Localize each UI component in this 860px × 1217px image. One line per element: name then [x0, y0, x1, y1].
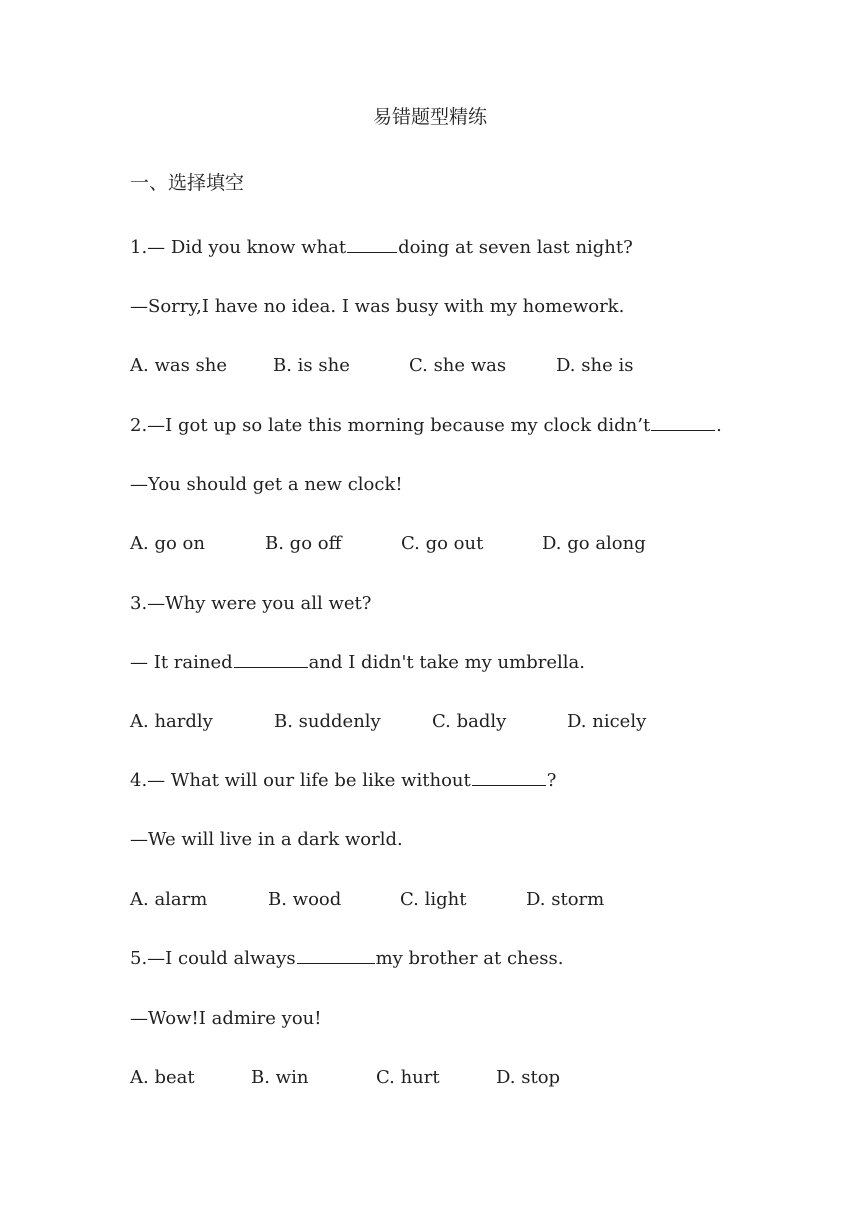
question-5-response: —Wow!I admire you!	[130, 1008, 322, 1029]
question-1-text-pre: 1.— Did you know what	[130, 237, 347, 258]
question-1-prompt	[130, 236, 633, 260]
question-5-option-c: C. hurt	[376, 1067, 440, 1088]
question-4-prompt	[130, 769, 556, 793]
question-2-text-post: .	[716, 415, 722, 436]
page-title: 易错题型精练	[372, 106, 487, 128]
question-1-response: —Sorry,I have no idea. I was busy with my homework.	[130, 296, 625, 317]
question-2-prompt	[130, 414, 722, 438]
question-3-blank	[234, 666, 308, 668]
question-3-option-a: A. hardly	[130, 711, 213, 732]
question-2-option-d: D. go along	[542, 533, 646, 554]
question-3-response-post: and I didn't take my umbrella.	[308, 652, 585, 673]
question-5-option-a: A. beat	[130, 1067, 195, 1088]
question-4-text-post: ?	[546, 770, 557, 791]
question-1-option-d: D. she is	[556, 355, 634, 376]
question-2-text-pre: 2.—I got up so late this morning because my clock didn’t	[130, 415, 651, 436]
question-5-option-d: D. stop	[496, 1067, 561, 1088]
question-4-option-b: B. wood	[268, 889, 342, 910]
question-4-option-d: D. storm	[526, 889, 605, 910]
question-4-option-a: A. alarm	[130, 889, 208, 910]
question-5-prompt	[130, 947, 564, 971]
question-5-text-pre: 5.—I could always	[130, 948, 296, 969]
question-1-option-b: B. is she	[273, 355, 350, 376]
question-4-blank	[472, 784, 546, 786]
question-5-blank	[297, 962, 375, 964]
question-1-option-a: A. was she	[130, 355, 228, 376]
question-2-option-c: C. go out	[401, 533, 484, 554]
question-5-text-post: my brother at chess.	[375, 948, 564, 969]
question-3-option-d: D. nicely	[567, 711, 647, 732]
question-1-text-post: doing at seven last night?	[398, 237, 633, 258]
question-3-response	[130, 651, 585, 675]
question-1-blank	[347, 251, 397, 253]
question-2-option-a: A. go on	[130, 533, 205, 554]
question-3-option-c: C. badly	[432, 711, 507, 732]
question-4-response: —We will live in a dark world.	[130, 829, 403, 850]
question-3-prompt: 3.—Why were you all wet?	[130, 593, 372, 614]
question-3-response-pre: — It rained	[130, 652, 233, 673]
question-4-option-c: C. light	[400, 889, 467, 910]
question-2-response: —You should get a new clock!	[130, 474, 403, 495]
question-2-option-b: B. go off	[265, 533, 342, 554]
question-5-option-b: B. win	[251, 1067, 309, 1088]
question-2-blank	[651, 429, 715, 431]
question-4-text-pre: 4.— What will our life be like without	[130, 770, 471, 791]
section-heading: 一、选择填空	[130, 172, 245, 194]
question-1-option-c: C. she was	[409, 355, 507, 376]
question-3-option-b: B. suddenly	[274, 711, 381, 732]
